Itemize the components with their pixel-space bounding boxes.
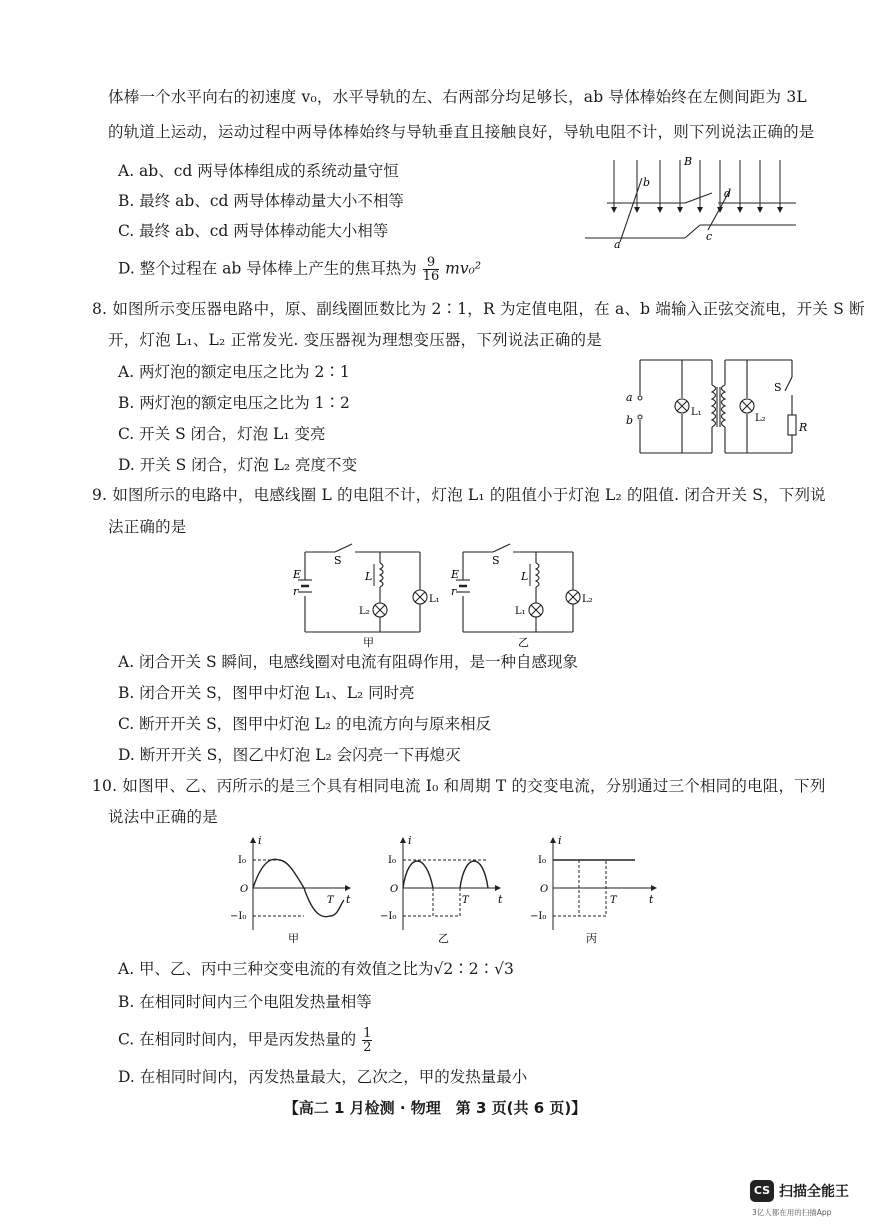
q8-fig-label-b: b	[626, 414, 634, 427]
q7-option-d-expr: mv₀²	[445, 259, 482, 278]
q8-option-b: B. 两灯泡的额定电压之比为 1∶2	[118, 394, 350, 412]
page-footer: 【高二 1 月检测 · 物理 第 3 页(共 6 页)】	[283, 1099, 587, 1117]
q8-fig-label-r: R	[799, 421, 808, 434]
q7-text-line1: 体棒一个水平向右的初速度 v₀，水平导轨的左、右两部分均足够长，ab 导体棒始终在左侧间距为 3L	[108, 88, 807, 106]
scanner-watermark	[750, 1178, 862, 1222]
q7-option-a: A. ab、cd 两导体棒组成的系统动量守恒	[118, 162, 399, 180]
q7-fig-label-d: d	[724, 187, 732, 200]
q9-fig2-caption: 乙	[518, 636, 529, 649]
q10-fig3-caption: 丙	[586, 932, 597, 945]
q7-option-d	[118, 256, 481, 283]
q8-option-d: D. 开关 S 闭合，灯泡 L₂ 亮度不变	[118, 456, 358, 474]
q10-waveforms-figure	[228, 830, 668, 948]
q9-option-d: D. 断开开关 S，图乙中灯泡 L₂ 会闪亮一下再熄灭	[118, 746, 461, 764]
q9-text-line2: 法正确的是	[108, 518, 187, 536]
q9-fig1-caption: 甲	[363, 636, 374, 649]
q7-frac-den: 16	[422, 269, 440, 284]
q10-fig2-axis-i: i	[408, 834, 412, 847]
q9-fig2-label-l1: L₁	[515, 606, 526, 617]
q10-fig2-caption: 乙	[438, 932, 449, 945]
q7-option-b: B. 最终 ab、cd 两导体棒动量大小不相等	[118, 192, 404, 210]
watermark-subtitle: 3亿人都在用的扫描App	[752, 1208, 832, 1217]
q8-text-line1: 8. 如图所示变压器电路中，原、副线圈匝数比为 2∶1，R 为定值电阻，在 a、b 端输入正弦交流电，开关 S 断	[92, 300, 865, 318]
q9-option-b: B. 闭合开关 S，图甲中灯泡 L₁、L₂ 同时亮	[118, 684, 415, 702]
q10-fig2-axis-t: t	[498, 893, 503, 906]
watermark-name: 扫描全能王	[779, 1184, 849, 1200]
q8-fig-label-a: a	[626, 391, 633, 404]
q10-fig3-label-i0: I₀	[538, 855, 546, 866]
q10-fig1-axis-i: i	[258, 834, 262, 847]
q10-fig1-label-i0: I₀	[238, 855, 246, 866]
q8-text-line2: 开，灯泡 L₁、L₂ 正常发光. 变压器视为理想变压器，下列说法正确的是	[108, 331, 602, 349]
q7-option-d-text: D. 整个过程在 ab 导体棒上产生的焦耳热为	[118, 259, 417, 278]
q10-option-c-text: C. 在相同时间内，甲是丙发热量的	[118, 1030, 357, 1049]
q7-fig-label-b-field: B	[684, 155, 693, 168]
q10-fig2-label-neg-i0: −I₀	[380, 911, 397, 922]
q10-fig3-label-o: O	[540, 884, 549, 895]
q7-option-d-fraction	[423, 256, 440, 283]
q10-text-line1: 10. 如图甲、乙、丙所示的是三个具有相同电流 I₀ 和周期 T 的交变电流，分别通过三个相同的电阻，下列	[92, 777, 826, 795]
q10-option-d: D. 在相同时间内，丙发热量最大，乙次之，甲的发热量最小	[118, 1068, 528, 1086]
q9-fig1-label-s: S	[334, 554, 342, 567]
q9-fig1-label-l2: L₂	[359, 606, 370, 617]
q10-frac-num: 1	[363, 1026, 372, 1041]
q8-option-c: C. 开关 S 闭合，灯泡 L₁ 变亮	[118, 425, 326, 443]
q9-fig2-label-l: L	[521, 570, 529, 583]
q8-fig-label-l1: L₁	[691, 407, 702, 418]
q10-fig1-label-neg-i0: −I₀	[230, 911, 247, 922]
q9-fig2-label-r: r	[451, 585, 457, 598]
q7-fig-label-a: a	[614, 238, 621, 251]
q10-fig1-caption: 甲	[288, 932, 299, 945]
q10-text-line2: 说法中正确的是	[108, 808, 218, 826]
q9-option-c: C. 断开开关 S，图甲中灯泡 L₂ 的电流方向与原来相反	[118, 715, 492, 733]
q10-fig1-label-o: O	[240, 884, 249, 895]
q10-fig3-axis-t: t	[649, 893, 654, 906]
q9-option-a: A. 闭合开关 S 瞬间，电感线圈对电流有阻碍作用，是一种自感现象	[118, 653, 579, 671]
q7-fig-label-c: c	[706, 230, 713, 243]
q9-fig2-label-s: S	[492, 554, 500, 567]
q9-fig2-label-e: E	[451, 568, 460, 581]
q10-fig3-label-neg-i0: −I₀	[530, 911, 547, 922]
q10-option-b: B. 在相同时间内三个电阻发热量相等	[118, 993, 372, 1011]
q10-fig1-axis-t: t	[346, 893, 351, 906]
q8-option-a: A. 两灯泡的额定电压之比为 2∶1	[118, 363, 350, 381]
q9-fig1-label-e: E	[293, 568, 302, 581]
q10-fig1-label-t-period: T	[327, 895, 334, 906]
q9-text-line1: 9. 如图所示的电路中，电感线圈 L 的电阻不计，灯泡 L₁ 的阻值小于灯泡 L₂ 的阻值. 闭合开关 S，下列说	[92, 486, 826, 504]
q10-fig2-label-i0: I₀	[388, 855, 396, 866]
q9-fig2-label-l2: L₂	[582, 594, 593, 605]
q7-text-line2: 的轨道上运动，运动过程中两导体棒始终与导轨垂直且接触良好，导轨电阻不计，则下列说法正确的是	[108, 123, 815, 141]
q8-fig-label-s: S	[774, 381, 782, 394]
q10-fig2-label-o: O	[390, 884, 399, 895]
q9-fig1-label-l: L	[365, 570, 373, 583]
q10-frac-den: 2	[363, 1040, 372, 1055]
q7-fig-label-b: b	[643, 176, 651, 189]
q9-circuits-figure	[290, 540, 593, 650]
q10-option-a: A. 甲、乙、丙中三种交变电流的有效值之比为√2∶2∶√3	[118, 960, 514, 978]
q10-fig3-label-t-period: T	[610, 895, 617, 906]
q7-option-c: C. 最终 ab、cd 两导体棒动能大小相等	[118, 222, 389, 240]
q8-transformer-figure	[622, 355, 808, 460]
q9-fig1-label-r: r	[293, 585, 299, 598]
q10-fig3-axis-i: i	[558, 834, 562, 847]
q10-option-c-fraction	[362, 1027, 372, 1054]
q7-rails-figure	[580, 150, 800, 250]
q10-fig2-label-t-period: T	[462, 895, 469, 906]
q7-frac-num: 9	[423, 256, 440, 270]
camscanner-logo-icon: CS	[750, 1180, 774, 1202]
q9-fig1-label-l1: L₁	[429, 594, 440, 605]
q10-option-c	[118, 1027, 373, 1054]
q8-fig-label-l2: L₂	[755, 413, 766, 424]
